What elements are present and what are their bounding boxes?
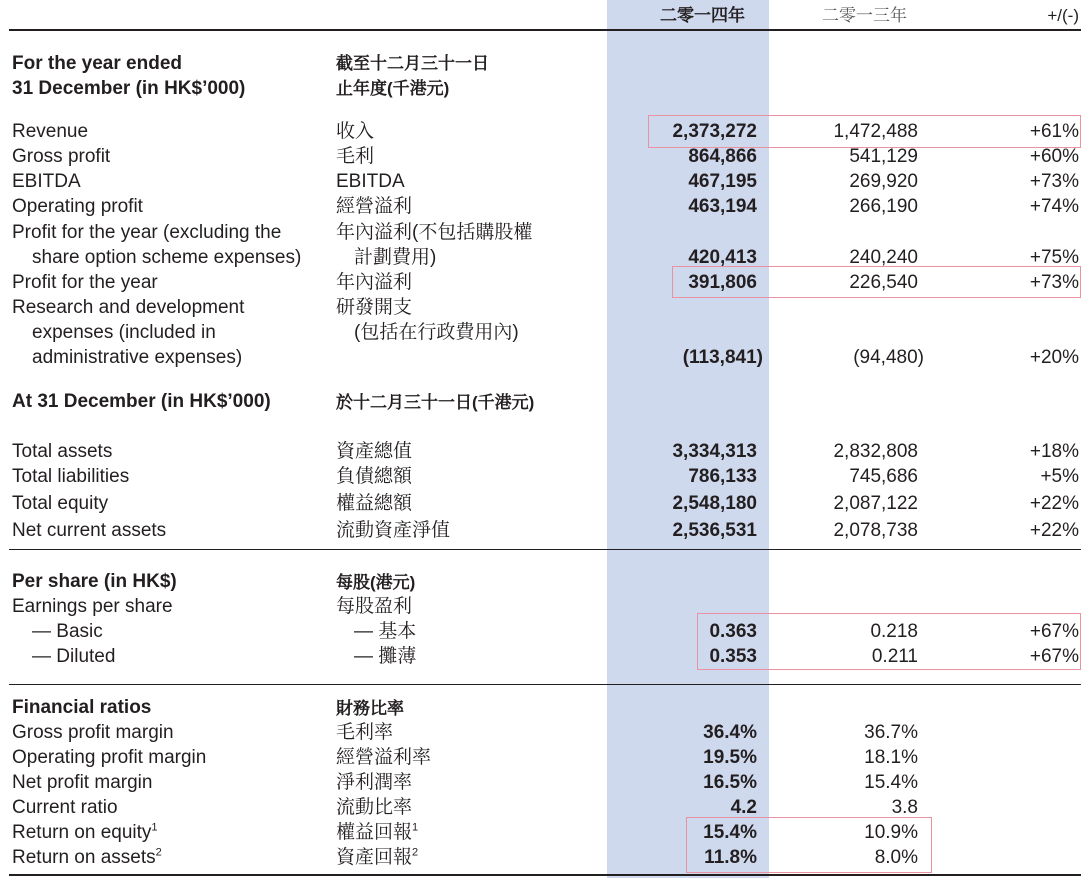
row-label-zh: 流動比率 — [336, 797, 413, 818]
row-label-zh: 毛利 — [336, 146, 375, 167]
section-title-en: At 31 December (in HK$’000) — [12, 391, 271, 412]
row-label-en: Earnings per share — [12, 596, 173, 617]
value-change: +22% — [1029, 493, 1079, 514]
row-label-zh — [336, 822, 418, 844]
section-title-zh: 財務比率 — [336, 699, 404, 718]
row-label-en — [12, 847, 162, 869]
section-divider — [9, 549, 1081, 550]
row-label-en — [12, 822, 158, 844]
row-label-en: Total equity — [12, 493, 109, 514]
value-2014: 16.5% — [703, 772, 757, 793]
row-label-zh: 年內溢利(不包括購股權 — [336, 222, 533, 243]
section-title-en: Per share (in HK$) — [12, 571, 177, 592]
row-label-zh: 收入 — [336, 121, 375, 142]
footnote-marker: 2 — [155, 846, 162, 859]
value-2013: 1,472,488 — [833, 121, 918, 142]
row-label-en: Net current assets — [12, 520, 167, 541]
footnote-marker: 2 — [412, 846, 419, 859]
value-change: +74% — [1029, 196, 1079, 217]
value-2013: 0.211 — [871, 646, 918, 667]
row-label-zh: — 基本 — [354, 621, 417, 642]
value-change: +73% — [1029, 171, 1079, 192]
value-2013: (94,480) — [853, 347, 924, 368]
value-2014: 15.4% — [703, 822, 757, 843]
row-label-en: Total assets — [12, 441, 113, 462]
header-rule — [9, 29, 1081, 31]
row-label-zh-cont: (包括在行政費用內) — [354, 322, 519, 343]
value-2014: 420,413 — [688, 247, 757, 268]
value-change: +73% — [1029, 272, 1079, 293]
row-label-en: Gross profit margin — [12, 722, 174, 743]
section-divider — [9, 684, 1081, 685]
row-label-en: — Diluted — [32, 646, 116, 667]
row-label-zh: — 攤薄 — [354, 646, 417, 667]
value-2014: 36.4% — [703, 722, 757, 743]
value-change: +5% — [1040, 466, 1079, 487]
value-2013: 745,686 — [849, 466, 918, 487]
row-label-en: Operating profit — [12, 196, 143, 217]
row-label-zh: 每股盈利 — [336, 596, 413, 617]
value-2013: 2,832,808 — [833, 441, 918, 462]
value-2013: 541,129 — [849, 146, 918, 167]
value-2013: 3.8 — [891, 797, 918, 818]
row-label-en: Operating profit margin — [12, 747, 207, 768]
column-header-2013: 二零一三年 — [822, 6, 907, 25]
value-2014: 4.2 — [730, 797, 757, 818]
value-2013: 36.7% — [864, 722, 918, 743]
value-2014: 11.8% — [704, 847, 757, 868]
value-2014: 2,536,531 — [672, 520, 757, 541]
value-change: +67% — [1029, 621, 1079, 642]
value-2013: 18.1% — [864, 747, 918, 768]
row-label-text: 權益回報 — [336, 822, 413, 843]
value-2014: 467,195 — [688, 171, 757, 192]
value-2014: 2,548,180 — [672, 493, 757, 514]
row-label-en: Net profit margin — [12, 772, 153, 793]
value-2013: 0.218 — [870, 621, 918, 642]
footnote-marker: 1 — [151, 821, 158, 834]
row-label-zh: 流動資產淨值 — [336, 520, 451, 541]
value-2013: 2,087,122 — [833, 493, 918, 514]
row-label-en-cont: administrative expenses) — [32, 347, 243, 368]
row-label-en: Current ratio — [12, 797, 118, 818]
row-label-zh: 資產總值 — [336, 441, 413, 462]
row-label-en: Research and development — [12, 297, 245, 318]
row-label-en: Revenue — [12, 121, 89, 142]
value-2014: 463,194 — [688, 196, 757, 217]
row-label-en: Total liabilities — [12, 466, 130, 487]
value-change: +61% — [1029, 121, 1079, 142]
value-change: +18% — [1029, 441, 1079, 462]
row-label-en: Profit for the year (excluding the — [12, 222, 282, 243]
row-label-en-cont: expenses (included in — [32, 322, 216, 343]
row-label-zh: 經營溢利 — [336, 196, 413, 217]
row-label-zh-cont: 計劃費用) — [354, 247, 437, 268]
section-title-zh: 止年度(千港元) — [336, 79, 450, 98]
row-label-zh: 經營溢利率 — [336, 747, 432, 768]
row-label-zh: 負債總額 — [336, 466, 413, 487]
row-label-zh: 權益總額 — [336, 493, 413, 514]
row-label-en: — Basic — [32, 621, 103, 642]
column-header-change: +/(-) — [1047, 6, 1079, 25]
value-2013: 10.9% — [864, 822, 918, 843]
section-title-zh: 截至十二月三十一日 — [336, 54, 489, 73]
section-title-en: 31 December (in HK$’000) — [12, 78, 246, 99]
value-change: +67% — [1029, 646, 1079, 667]
row-label-text: Return on equity — [12, 822, 152, 843]
value-change: +22% — [1029, 520, 1079, 541]
row-label-zh: 毛利率 — [336, 722, 394, 743]
row-label-zh: 淨利潤率 — [336, 772, 413, 793]
value-2014: 2,373,272 — [672, 121, 757, 142]
row-label-en-cont: share option scheme expenses) — [32, 247, 302, 268]
bottom-rule — [9, 874, 1081, 876]
row-label-en: Gross profit — [12, 146, 111, 167]
section-title-zh: 每股(港元) — [336, 573, 416, 592]
section-title-en: For the year ended — [12, 53, 182, 74]
value-2014: 391,806 — [688, 272, 757, 293]
row-label-zh: 研發開支 — [336, 297, 413, 318]
value-2013: 266,190 — [849, 196, 918, 217]
value-change: +60% — [1029, 146, 1079, 167]
value-2014: 786,133 — [688, 466, 757, 487]
value-2013: 269,920 — [849, 171, 918, 192]
row-label-en: EBITDA — [12, 171, 81, 192]
row-label-zh — [336, 847, 418, 869]
value-2013: 226,540 — [849, 272, 918, 293]
footnote-marker: 1 — [412, 821, 419, 834]
value-2014: (113,841) — [682, 347, 763, 368]
value-2013: 15.4% — [864, 772, 918, 793]
section-title-en: Financial ratios — [12, 697, 152, 718]
value-2014: 3,334,313 — [672, 441, 757, 462]
value-2013: 240,240 — [849, 247, 918, 268]
row-label-text: 資產回報 — [336, 847, 413, 868]
row-label-en: Profit for the year — [12, 272, 158, 293]
value-2013: 2,078,738 — [833, 520, 918, 541]
value-change: +20% — [1029, 347, 1079, 368]
row-label-text: Return on assets — [12, 847, 156, 868]
section-title-zh: 於十二月三十一日(千港元) — [336, 393, 535, 412]
row-label-zh: EBITDA — [336, 171, 405, 192]
value-2014: 0.363 — [709, 621, 757, 642]
value-change: +75% — [1029, 247, 1079, 268]
value-2014: 19.5% — [703, 747, 757, 768]
row-label-zh: 年內溢利 — [336, 272, 413, 293]
value-2014: 864,866 — [688, 146, 757, 167]
column-header-2014: 二零一四年 — [660, 6, 745, 25]
value-2014: 0.353 — [709, 646, 757, 667]
value-2013: 8.0% — [874, 847, 918, 868]
